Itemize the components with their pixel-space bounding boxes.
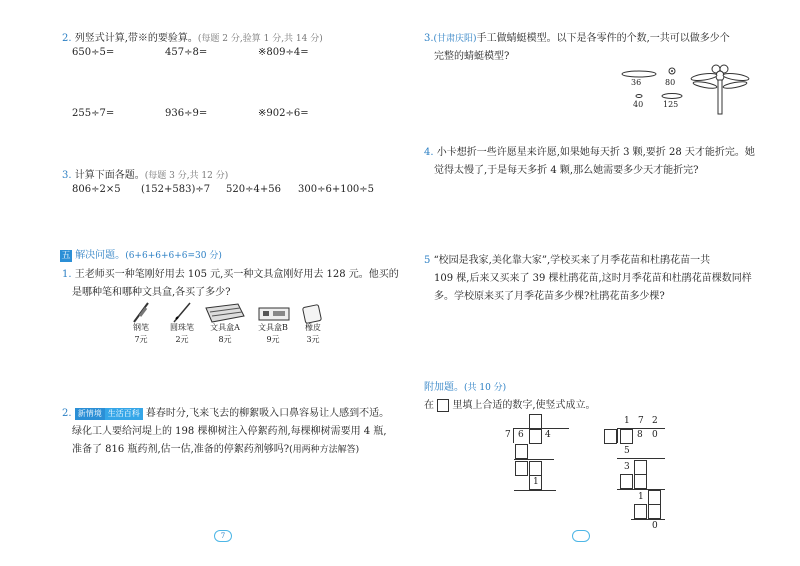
expr: 806÷2×5 (72, 184, 121, 195)
quotient-digit: 1 (624, 416, 630, 426)
expr: 255÷7= (72, 108, 115, 119)
final-remainder: 0 (652, 521, 658, 531)
section-badge: 五 (61, 250, 71, 261)
item-name: 文具盒B (258, 323, 288, 332)
divisor-digit: 7 (505, 430, 511, 440)
answer-box[interactable] (620, 474, 633, 489)
instruction-text: 在 (424, 400, 434, 411)
problem-2-line2: 绿化工人要给河堤上的 198 棵柳树注入停絮药剂,每棵柳树需要用 4 瓶, (72, 426, 387, 437)
dividend-box[interactable] (620, 429, 633, 444)
score-note: (6+6+6+6+6=30 分) (125, 251, 222, 261)
leg-icon (636, 95, 642, 98)
problem-4-line2: 觉得太慢了,于是每天多折 4 颗,那么她需要多少天才能折完? (434, 165, 699, 176)
score-note: (每题 3 分,共 12 分) (144, 171, 229, 181)
item-name: 钢笔 (133, 323, 149, 332)
question-text: 列竖式计算,带※的要验算。 (74, 33, 198, 44)
expr: 650÷5= (72, 47, 115, 58)
subtraction-line (617, 458, 665, 459)
dragonfly-icon (691, 65, 750, 114)
answer-box[interactable] (634, 474, 647, 489)
item-name: 圆珠笔 (170, 323, 194, 332)
subtraction-line (514, 490, 556, 491)
bonus-title: 附加题。 (424, 382, 464, 393)
quotient-digit: 2 (652, 416, 658, 426)
problem-text: 手工做蜻蜓模型。以下是各零件的个数,一共可以做多少个 (476, 33, 730, 44)
body-part-icon (662, 94, 682, 99)
step-digit: 3 (624, 462, 630, 472)
bonus-instruction (424, 396, 596, 412)
answer-box[interactable] (515, 444, 528, 459)
fountain-pen-icon (134, 303, 148, 322)
new-context-tag: 新情境 (75, 408, 105, 420)
source-region: (甘肃庆阳) (433, 34, 477, 44)
problem-2-line3 (72, 440, 359, 455)
step-digit: 1 (638, 492, 644, 502)
quotient-digit: 7 (638, 416, 644, 426)
answer-box[interactable] (634, 460, 647, 475)
expr: 936÷9= (165, 108, 208, 119)
stationery-items (126, 300, 346, 348)
pencil-case-a-icon (206, 304, 244, 322)
item-price: 8元 (218, 335, 232, 344)
step-digit: 5 (624, 446, 630, 456)
problem-2-line1 (62, 404, 389, 420)
part-count: 80 (665, 78, 676, 87)
divisor-box[interactable] (604, 429, 617, 444)
page-number: 7 (214, 530, 232, 542)
part-count: 125 (663, 100, 679, 109)
expr: ※902÷6= (258, 108, 309, 119)
dividend-box[interactable] (529, 429, 542, 444)
problem-5-line2: 109 棵,后来又买来了 39 棵杜鹃花苗,这时月季花苗和杜鹃花苗棵数同样 (434, 273, 752, 284)
remainder-digit: 1 (533, 477, 539, 487)
wing-icon (622, 71, 656, 77)
problem-number: 1. (62, 269, 72, 280)
quotient-box[interactable] (529, 414, 542, 429)
question-text: 计算下面各题。 (74, 170, 145, 181)
problem-5-line1 (424, 251, 710, 266)
item-price: 2元 (175, 335, 189, 344)
dividend-digit: 4 (545, 430, 551, 440)
problem-number: 3. (424, 33, 434, 44)
section-title: 解决问题。 (75, 250, 126, 261)
expr: ※809÷4= (258, 47, 309, 58)
answer-box[interactable] (515, 461, 528, 476)
expr: 520÷4+56 (226, 184, 281, 195)
dividend-digit: 0 (652, 430, 658, 440)
item-price: 7元 (134, 335, 148, 344)
pencil-case-b-icon (259, 308, 289, 320)
method-note: (用两种方法解答) (289, 445, 360, 455)
problem-3-line1 (424, 29, 730, 44)
answer-box[interactable] (634, 504, 647, 519)
blank-box-symbol (437, 399, 449, 412)
subtraction-line (514, 459, 554, 460)
expr: (152+583)÷7 (141, 184, 211, 195)
answer-box[interactable] (648, 504, 661, 519)
problem-number: 5 (424, 255, 431, 266)
part-count: 36 (631, 78, 642, 87)
part-count: 40 (633, 100, 644, 109)
item-name: 橡皮 (305, 323, 321, 332)
problem-text: 王老师买一种笔刚好用去 105 元,买一种文具盒刚好用去 128 元。他买的 (74, 269, 399, 280)
division-bracket (513, 429, 514, 443)
problem-number: 2. (62, 408, 72, 419)
problem-text: “校园是我家,美化靠大家”,学校买来了月季花苗和杜鹃花苗一共 (433, 255, 711, 266)
problem-text: 准备了 816 瓶药剂,估一估,准备的停絮药剂够吗? (72, 444, 290, 455)
instruction-text: 里填上合适的数字,使竖式成立。 (452, 400, 596, 411)
problem-1-line2: 是哪种笔和哪种文具盒,各买了多少? (72, 287, 231, 298)
answer-box[interactable] (529, 461, 542, 476)
section-5-header (60, 246, 222, 262)
problem-number: 4. (424, 147, 434, 158)
problem-text: 暮春时分,飞来飞去的柳絮吸入口鼻容易让人感到不适。 (145, 408, 390, 419)
dividend-digit: 8 (637, 430, 643, 440)
ballpoint-pen-icon (174, 303, 190, 322)
problem-3-line2: 完整的蜻蜓模型? (434, 51, 510, 62)
question-2 (62, 29, 323, 44)
subtraction-line (631, 519, 665, 520)
problem-5-line3: 多。学校原来买了月季花苗多少棵?杜鹃花苗多少棵? (434, 291, 665, 302)
life-encyclopedia-tag: 生活百科 (105, 408, 143, 420)
item-price: 3元 (306, 335, 320, 344)
division-bracket (617, 429, 618, 443)
problem-1-line1 (62, 265, 399, 280)
item-name: 文具盒A (210, 323, 240, 332)
eyes-icon (669, 68, 675, 74)
bonus-header (424, 378, 506, 393)
item-price: 9元 (266, 335, 280, 344)
expr: 300÷6+100÷5 (298, 184, 375, 195)
score-note: (共 10 分) (464, 383, 507, 393)
problem-text: 小卡想折一些许愿星来许愿,如果她每天折 3 颗,要折 28 天才能折完。她 (436, 147, 755, 158)
question-3 (62, 166, 228, 181)
problem-4-line1 (424, 143, 755, 158)
page-number-tab (572, 530, 590, 542)
expr: 457÷8= (165, 47, 208, 58)
question-number: 2. (62, 33, 72, 44)
answer-box[interactable] (648, 490, 661, 505)
question-number: 3. (62, 170, 72, 181)
score-note: (每题 2 分,验算 1 分,共 14 分) (197, 34, 323, 44)
dividend-digit: 6 (518, 430, 524, 440)
eraser-icon (303, 305, 322, 324)
